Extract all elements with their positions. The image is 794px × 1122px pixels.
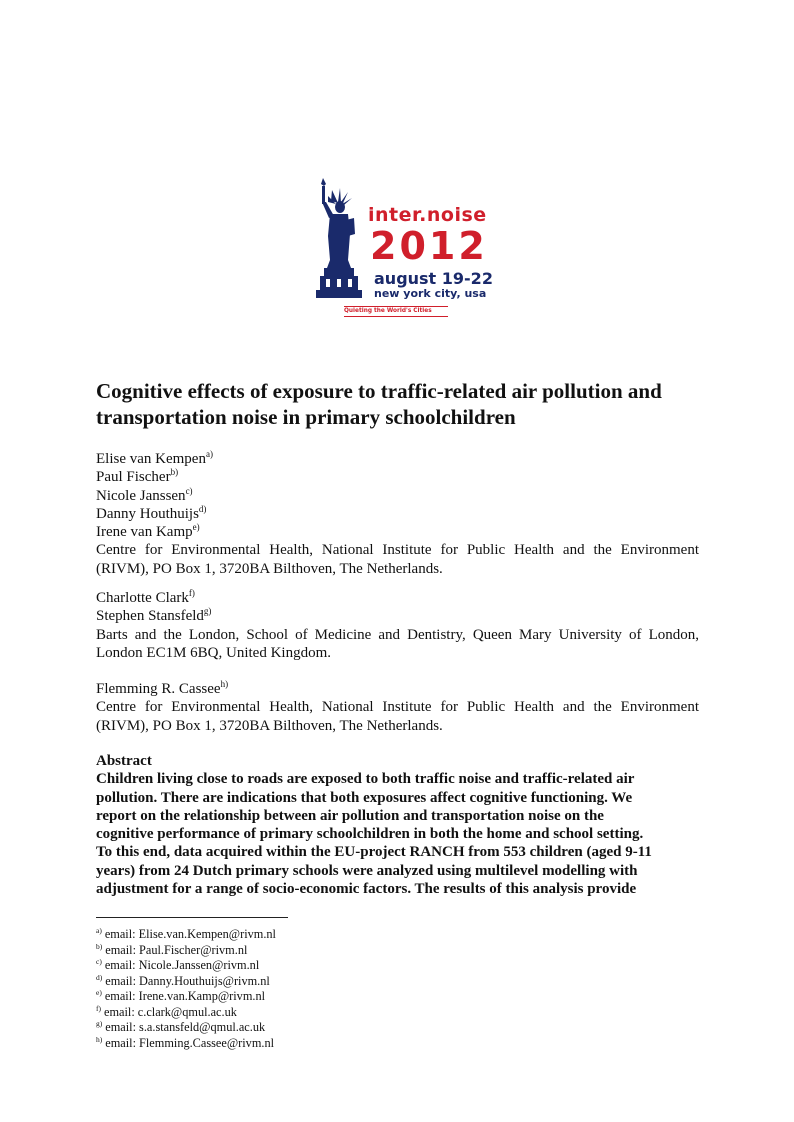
footnotes bbox=[96, 927, 596, 1051]
affiliation: Centre for Environmental Health, National Institute for Public Health and the Environment (RIVM), PO Box 1, 3720BA Bilthoven, The Netherlands. bbox=[96, 699, 699, 734]
abstract-heading: Abstract bbox=[96, 753, 152, 769]
author: Danny Houthuijs$^{d)}$ bbox=[96, 503, 207, 522]
logo-brand: inter.noise bbox=[368, 204, 487, 226]
logo-year: 2012 bbox=[370, 224, 488, 268]
footnote-email: $^{a)}$ email: Elise.van.Kempen@rivm.nl bbox=[96, 926, 276, 941]
footnote-email: $^{c)}$ email: Nicole.Janssen@rivm.nl bbox=[96, 957, 260, 972]
author-group-rivm-2 bbox=[96, 680, 699, 735]
author: Nicole Janssen$^{c)}$ bbox=[96, 485, 193, 504]
author-group-qmul bbox=[96, 589, 699, 662]
author: Charlotte Clark$^{f)}$ bbox=[96, 588, 195, 606]
conference-logo bbox=[314, 176, 494, 321]
logo-tag-rule-bottom bbox=[344, 316, 448, 317]
abstract-line: cognitive performance of primary schoolchildren in both the home and school setting. bbox=[96, 826, 644, 843]
footnote-email: $^{e)}$ email: Irene.van.Kamp@rivm.nl bbox=[96, 988, 266, 1003]
abstract-line: report on the relationship between air pollution and transportation noise on the bbox=[96, 807, 604, 824]
paper-title: Cognitive effects of exposure to traffic-related air pollution and transportation noise in primary schoolchildren bbox=[96, 379, 662, 429]
author: Flemming R. Cassee$^{h)}$ bbox=[96, 679, 229, 697]
footnote-separator bbox=[96, 917, 288, 918]
footnote-email: $^{b)}$ email: Paul.Fischer@rivm.nl bbox=[96, 941, 248, 957]
footnote-email: $^{d)}$ email: Danny.Houthuijs@rivm.nl bbox=[96, 972, 270, 988]
abstract-line: To this end, data acquired within the EU-project RANCH from 553 children (aged 9-11 bbox=[96, 844, 652, 861]
abstract-line: pollution. There are indications that both exposures affect cognitive functioning. We bbox=[96, 789, 633, 806]
footnote-email: $^{h)}$ email: Flemming.Cassee@rivm.nl bbox=[96, 1034, 275, 1050]
statue-of-liberty-icon bbox=[314, 176, 374, 306]
author: Paul Fischer$^{b)}$ bbox=[96, 467, 179, 486]
author: Elise van Kempen$^{a)}$ bbox=[96, 449, 213, 467]
logo-city: new york city, usa bbox=[374, 287, 487, 300]
footnote-email: $^{g)}$ email: s.a.stansfeld@qmul.ac.uk bbox=[96, 1019, 266, 1034]
abstract bbox=[96, 752, 699, 898]
logo-tagline: Quieting the World's Cities bbox=[344, 308, 432, 314]
affiliation: Centre for Environmental Health, National Institute for Public Health and the Environment (RIVM), PO Box 1, 3720BA Bilthoven, The Netherlands. bbox=[96, 542, 699, 577]
logo-dates: august 19-22 bbox=[374, 269, 493, 288]
abstract-line: Children living close to roads are exposed to both traffic noise and traffic-related air bbox=[96, 771, 635, 788]
affiliation: Barts and the London, School of Medicine and Dentistry, Queen Mary University of London, London EC1M 6BQ, United Kingdom. bbox=[96, 626, 699, 661]
footnote-email: $^{f)}$ email: c.clark@qmul.ac.uk bbox=[96, 1003, 237, 1019]
logo-tag-rule-top bbox=[344, 306, 448, 307]
abstract-line: years) from 24 Dutch primary schools were analyzed using multilevel modelling with bbox=[96, 862, 638, 879]
author-group-rivm bbox=[96, 450, 699, 578]
author: Stephen Stansfeld$^{g)}$ bbox=[96, 606, 212, 625]
author: Irene van Kamp$^{e)}$ bbox=[96, 522, 200, 541]
abstract-line: adjustment for a range of socio-economic factors. The results of this analysis provide bbox=[96, 881, 637, 898]
